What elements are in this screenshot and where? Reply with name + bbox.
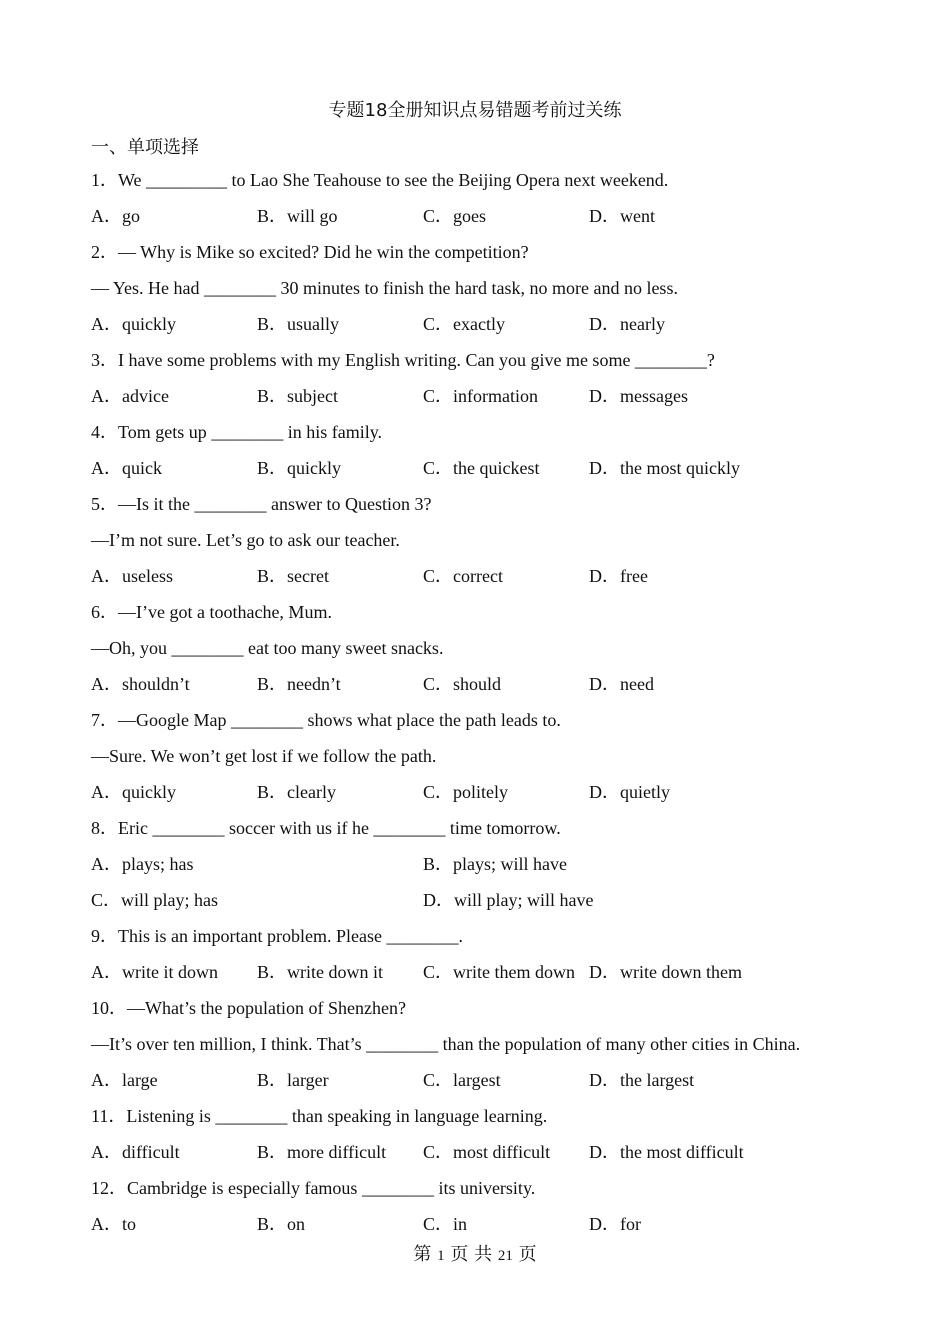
question-item xyxy=(91,342,871,414)
question-stem: 10．—What’s the population of Shenzhen? xyxy=(91,998,406,1018)
answer-option: C．goes xyxy=(423,206,486,226)
answer-option: C．write them down xyxy=(423,962,575,982)
answer-option: D．the largest xyxy=(589,1070,695,1090)
answer-option: A．large xyxy=(91,1070,158,1090)
question-stem: 7．—Google Map ________ shows what place the path leads to. xyxy=(91,710,561,730)
answer-option: C．should xyxy=(423,674,502,694)
footer-middle: 页 共 xyxy=(450,1244,493,1265)
options-row xyxy=(91,846,871,882)
question-item xyxy=(91,594,871,702)
answer-option: D．quietly xyxy=(589,782,670,802)
answer-option: D．the most quickly xyxy=(589,458,740,478)
options-row xyxy=(91,1206,871,1242)
answer-option: C．largest xyxy=(423,1070,501,1090)
options-row xyxy=(91,666,871,702)
question-dialogue-line: —It’s over ten million, I think. That’s ________ than the population of many other cities in China. xyxy=(91,1034,801,1054)
options-row xyxy=(91,774,871,810)
answer-option: A．advice xyxy=(91,386,169,406)
answer-option: D．free xyxy=(589,566,648,586)
answer-option: A．difficult xyxy=(91,1142,180,1162)
options-row xyxy=(91,954,871,990)
question-stem: 8．Eric ________ soccer with us if he ________ time tomorrow. xyxy=(91,818,561,838)
question-item xyxy=(91,234,871,342)
answer-option: B．on xyxy=(257,1214,306,1234)
answer-option: A．quick xyxy=(91,458,162,478)
answer-option: A．useless xyxy=(91,566,173,586)
question-dialogue-line: —Sure. We won’t get lost if we follow the path. xyxy=(91,746,437,766)
question-stem: 3．I have some problems with my English writing. Can you give me some ________? xyxy=(91,350,715,370)
answer-option: A．write it down xyxy=(91,962,218,982)
answer-option: C．information xyxy=(423,386,538,406)
footer-prefix: 第 xyxy=(413,1244,432,1265)
question-item xyxy=(91,1098,871,1170)
answer-option: D．need xyxy=(589,674,654,694)
answer-option: C．exactly xyxy=(423,314,505,334)
answer-option: A．to xyxy=(91,1214,136,1234)
question-item xyxy=(91,414,871,486)
question-stem: 1．We _________ to Lao She Teahouse to see the Beijing Opera next weekend. xyxy=(91,170,669,190)
options-row xyxy=(91,306,871,342)
answer-option: A．go xyxy=(91,206,140,226)
page-title: 专题18全册知识点易错题考前过关练 xyxy=(328,100,622,121)
question-stem: 12．Cambridge is especially famous ________ its university. xyxy=(91,1178,536,1198)
options-row xyxy=(91,1134,871,1170)
question-stem: 5．—Is it the ________ answer to Question 3? xyxy=(91,494,432,514)
answer-option: D．the most difficult xyxy=(589,1142,744,1162)
answer-option: B．more difficult xyxy=(257,1142,387,1162)
options-row xyxy=(91,198,871,234)
question-item xyxy=(91,1170,871,1242)
question-stem: 2．— Why is Mike so excited? Did he win the competition? xyxy=(91,242,529,262)
answer-option: B．plays; will have xyxy=(423,854,567,874)
question-stem: 4．Tom gets up ________ in his family. xyxy=(91,422,383,442)
question-dialogue-line: — Yes. He had ________ 30 minutes to finish the hard task, no more and no less. xyxy=(91,278,678,298)
options-row xyxy=(91,1062,871,1098)
answer-option: A．quickly xyxy=(91,782,176,802)
answer-option: A．plays; has xyxy=(91,854,194,874)
footer-total-pages: 21 xyxy=(497,1248,513,1264)
answer-option: B．larger xyxy=(257,1070,329,1090)
answer-option: B．quickly xyxy=(257,458,341,478)
answer-option: C．correct xyxy=(423,566,503,586)
footer-page-number: 1 xyxy=(437,1248,445,1264)
answer-option: C．the quickest xyxy=(423,458,540,478)
question-item xyxy=(91,702,871,810)
answer-option: C．in xyxy=(423,1214,468,1234)
question-stem: 6．—I’ve got a toothache, Mum. xyxy=(91,602,332,622)
options-row xyxy=(91,882,871,918)
page-footer xyxy=(0,1240,950,1266)
question-stem: 11．Listening is ________ than speaking in language learning. xyxy=(91,1106,548,1126)
question-dialogue-line: —Oh, you ________ eat too many sweet snacks. xyxy=(91,638,444,658)
answer-option: B．secret xyxy=(257,566,329,586)
options-row xyxy=(91,378,871,414)
answer-option: B．subject xyxy=(257,386,338,406)
answer-option: A．shouldn’t xyxy=(91,674,190,694)
answer-option: B．needn’t xyxy=(257,674,341,694)
answer-option: D．messages xyxy=(589,386,688,406)
question-item xyxy=(91,918,871,990)
section-heading: 一、单项选择 xyxy=(91,137,199,158)
question-item xyxy=(91,990,871,1098)
answer-option: A．quickly xyxy=(91,314,176,334)
footer-suffix: 页 xyxy=(518,1244,537,1265)
question-item xyxy=(91,810,871,918)
options-row xyxy=(91,450,871,486)
answer-option: C．will play; has xyxy=(91,890,218,910)
question-item xyxy=(91,162,871,234)
answer-option: B．usually xyxy=(257,314,340,334)
answer-option: D．write down them xyxy=(589,962,742,982)
answer-option: D．nearly xyxy=(589,314,665,334)
answer-option: D．for xyxy=(589,1214,641,1234)
answer-option: D．will play; will have xyxy=(423,890,594,910)
answer-option: C．politely xyxy=(423,782,508,802)
question-stem: 9．This is an important problem. Please ________. xyxy=(91,926,463,946)
answer-option: B．write down it xyxy=(257,962,383,982)
answer-option: C．most difficult xyxy=(423,1142,551,1162)
question-list xyxy=(91,162,871,1242)
answer-option: D．went xyxy=(589,206,655,226)
answer-option: B．clearly xyxy=(257,782,336,802)
answer-option: B．will go xyxy=(257,206,338,226)
question-item xyxy=(91,486,871,594)
question-dialogue-line: —I’m not sure. Let’s go to ask our teacher. xyxy=(91,530,400,550)
options-row xyxy=(91,558,871,594)
